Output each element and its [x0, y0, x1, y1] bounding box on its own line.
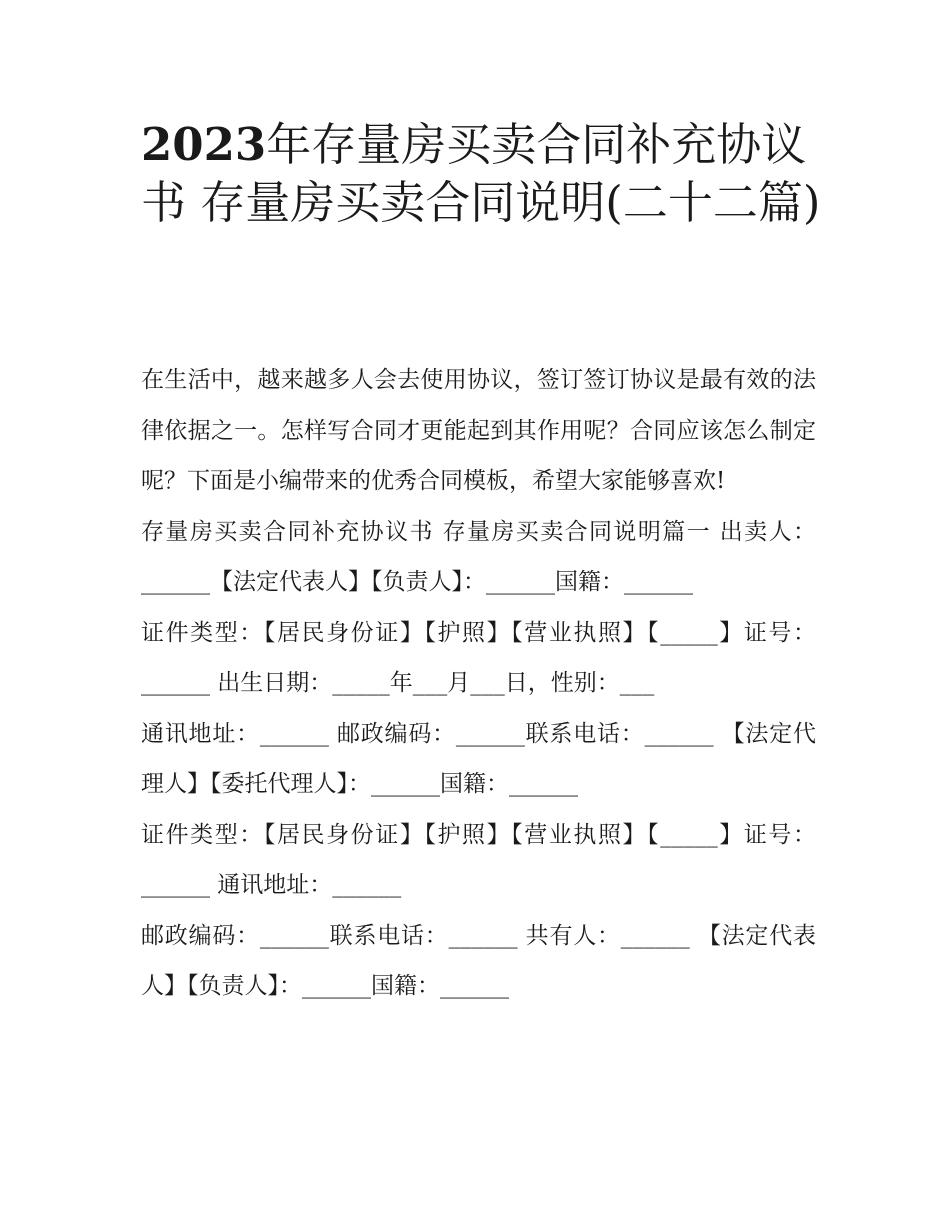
paragraph-co-owner: 邮政编码：______联系电话：______ 共有人：______ 【法定代表人】【负责人】：______国籍：______ [141, 922, 816, 999]
page-title [141, 116, 821, 232]
paragraph-seller: 存量房买卖合同补充协议书 存量房买卖合同说明篇一 出卖人：______【法定代表人】【负责人】：______国籍：______ [141, 518, 816, 595]
paragraph-id-birth: 证件类型：【居民身份证】【护照】【营业执照】【_____】证号：______ 出生日期：_____年___月___日，性别：___ [141, 619, 816, 696]
title-year: 2023 [141, 118, 267, 171]
paragraph-address-agent: 通讯地址：______ 邮政编码：______联系电话：______ 【法定代理人】【委托代理人】：______国籍：______ [141, 720, 816, 797]
intro-paragraph: 在生活中，越来越多人会去使用协议，签订签订协议是最有效的法律依据之一。怎样写合同才更能起到其作用呢？合同应该怎么制定呢？下面是小编带来的优秀合同模板，希望大家能够喜欢! [141, 367, 816, 494]
paragraph-agent-id: 证件类型：【居民身份证】【护照】【营业执照】【_____】证号：______ 通讯地址：______ [141, 821, 816, 898]
document-body [141, 355, 816, 1012]
title-text: 年存量房买卖合同补充协议书 存量房买卖合同说明(二十二篇) [141, 118, 821, 229]
